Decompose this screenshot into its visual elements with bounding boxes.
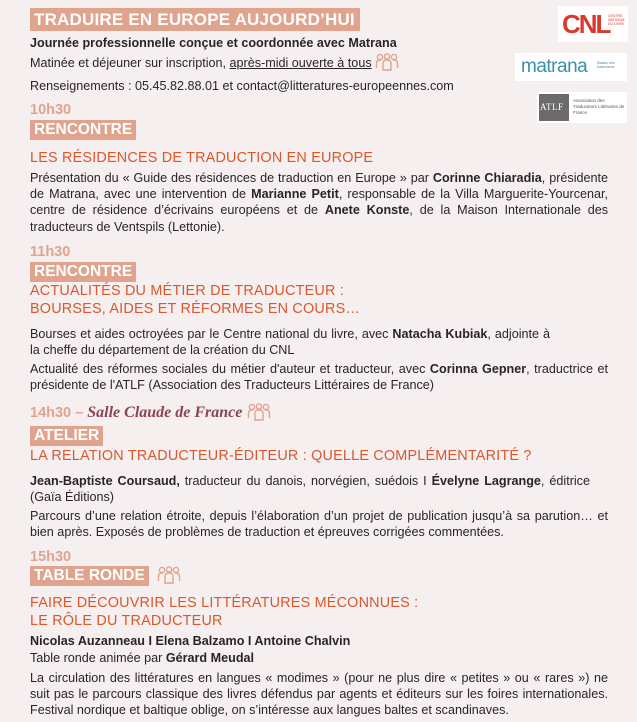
session-1130 bbox=[30, 244, 630, 394]
text-run: , traductrice et présidente de l'ATLF (Association des Traducteurs Littéraires de France) bbox=[30, 362, 608, 393]
access-info bbox=[30, 53, 630, 77]
text-run: traducteur du danois, norvégien, suédois I bbox=[179, 473, 432, 488]
event-banner: TRADUIRE EN EUROPE AUJOURD’HUI bbox=[30, 8, 360, 31]
session-type-badge: ATELIER bbox=[30, 426, 103, 446]
people-group-icon bbox=[247, 403, 271, 426]
access-link[interactable]: après-midi ouverte à tous bbox=[229, 56, 372, 70]
session-description bbox=[30, 508, 608, 540]
text-run: Actualité des réformes sociales du métier d'auteur et traducteur, avec bbox=[30, 362, 430, 377]
people-group-icon bbox=[157, 566, 181, 589]
text-run: , éditrice (Gaïa Éditions) bbox=[30, 473, 590, 504]
session-type-badge: RENCONTRE bbox=[30, 120, 136, 140]
moderator-prefix: Table ronde animée par bbox=[30, 650, 166, 665]
session-description bbox=[30, 170, 608, 235]
cnl-logo-subtext: CENTRE NATIONAL DU LIVRE bbox=[608, 14, 626, 26]
session-title-line-2: LE RÔLE DU TRADUCTEUR bbox=[30, 613, 223, 630]
text-run: Bourses et aides octroyées par le Centre national du livre, avec bbox=[30, 326, 393, 341]
session-title: LES RÉSIDENCES DE TRADUCTION EN EUROPE bbox=[30, 150, 374, 166]
text-run: , responsable de la Villa Marguerite-Yourcenar, centre de résidence d’écrivains européens et de bbox=[30, 187, 609, 218]
person-name: Marianne Petit bbox=[251, 187, 339, 202]
atlf-logo-subtext: Association des Traducteurs Littéraires de France bbox=[573, 98, 625, 115]
people-group-icon bbox=[375, 53, 399, 77]
session-speakers bbox=[30, 473, 590, 505]
session-1530 bbox=[30, 549, 630, 718]
access-prefix: Matinée et déjeuner sur inscription, bbox=[30, 56, 230, 70]
session-title: LA RELATION TRADUCTEUR-ÉDITEUR : QUELLE COMPLÉMENTARITÉ ? bbox=[30, 447, 532, 464]
text-run: , présidente de Matrana, avec une intervention de bbox=[30, 171, 609, 202]
moderator-name: Gérard Meudal bbox=[165, 650, 255, 665]
session-description bbox=[30, 326, 550, 358]
text-run: , de la Maison Internationale des traducteurs de Ventspils (Lettonie). bbox=[30, 203, 608, 234]
session-1430 bbox=[30, 403, 630, 541]
session-description bbox=[30, 670, 608, 719]
text-run: Parcours d’une relation étroite, depuis l’élaboration d’un projet de publication jusqu’à sa parution… et bien après. Exposés de problèmes de traduction et épreuves corrigées commentées. bbox=[30, 509, 608, 540]
person-name: Corinne Chiaradia bbox=[432, 171, 542, 185]
session-type-badge: TABLE RONDE bbox=[30, 566, 149, 586]
session-1030 bbox=[30, 102, 630, 235]
session-time: 15h30 bbox=[30, 549, 72, 566]
session-title-line-1: FAIRE DÉCOUVRIR LES LITTÉRATURES MÉCONNUES : bbox=[30, 595, 419, 612]
person-name: Corinna Gepner bbox=[429, 362, 527, 377]
person-name: Jean-Baptiste Coursaud, bbox=[30, 473, 180, 488]
cnl-logo-text: CNL bbox=[562, 9, 610, 39]
session-title-line-2: BOURSES, AIDES ET RÉFORMES EN COURS… bbox=[30, 300, 360, 317]
text-run: Présentation du « Guide des résidences de traduction en Europe » par bbox=[30, 171, 433, 185]
person-name: Natacha Kubiak bbox=[392, 326, 488, 341]
session-time-row bbox=[30, 403, 630, 426]
time-separator: – bbox=[71, 404, 88, 421]
session-type-row bbox=[30, 566, 630, 589]
program-content bbox=[30, 8, 630, 718]
session-description bbox=[30, 361, 608, 393]
text-run: La circulation des littératures en langues « modimes » (pour ne plus dire « petites » ou « rares ») ne suit pas le parcours classique des livres défendus par agents et éditeurs sur les foires internationales. Festival nordique et baltique oblige, on s’intéresse aux langues baltes et scandinaves. bbox=[30, 670, 608, 718]
contact-info: Renseignements : 05.45.82.88.01 et contact@litteratures-europeennes.com bbox=[30, 79, 454, 93]
matrana-logo-subtext: Maison des traducteurs bbox=[597, 61, 615, 69]
atlf-logo-text: ATLF bbox=[540, 102, 564, 112]
session-moderator bbox=[30, 650, 608, 666]
person-name: Évelyne Lagrange bbox=[431, 473, 541, 488]
matrana-logo-text: matrana bbox=[521, 56, 588, 77]
session-type-badge: RENCONTRE bbox=[30, 262, 136, 282]
person-name: Anete Konste bbox=[324, 203, 410, 218]
session-speakers: Nicolas Auzanneau I Elena Balzamo I Antoine Chalvin bbox=[30, 634, 351, 649]
session-title-line-1: ACTUALITÉS DU MÉTIER DE TRADUCTEUR : bbox=[30, 282, 344, 299]
session-venue: Salle Claude de France bbox=[87, 403, 243, 421]
session-time: 14h30 bbox=[30, 404, 72, 421]
text-run: , adjointe à la cheffe du département de la création du CNL bbox=[30, 326, 551, 358]
session-time: 10h30 bbox=[30, 102, 72, 118]
session-time: 11h30 bbox=[30, 243, 71, 260]
event-subtitle: Journée professionnelle conçue et coordonnée avec Matrana bbox=[30, 36, 397, 50]
